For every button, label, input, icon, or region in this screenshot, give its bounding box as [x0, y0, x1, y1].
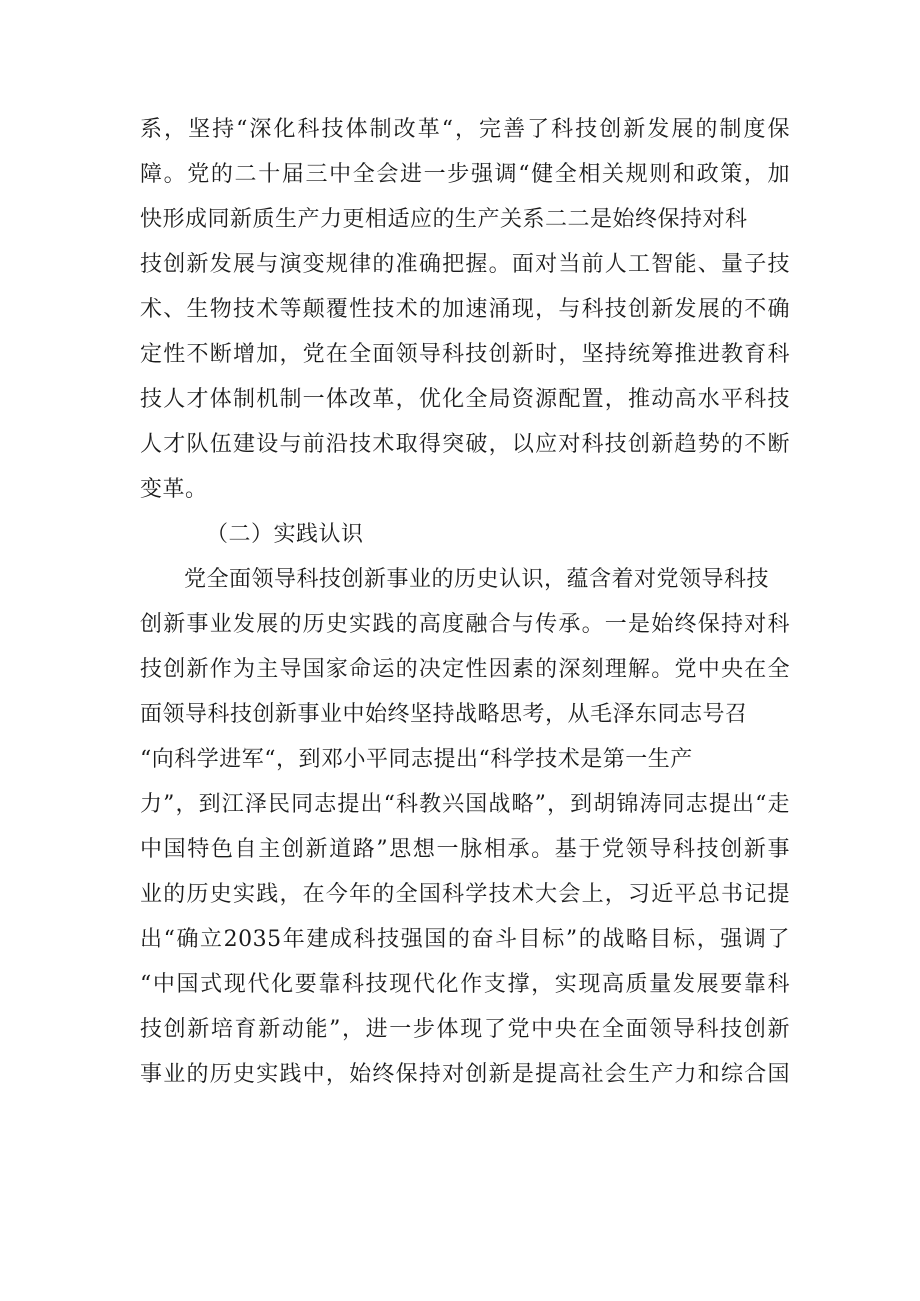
- text-line: 系，坚持“深化科技体制改革“，完善了科技创新发展的制度保: [140, 117, 790, 142]
- document-body: [140, 107, 790, 1097]
- text-line: 技创新作为主导国家命运的决定性因素的深刻理解。党中央在全: [140, 657, 790, 682]
- text-line: 事业的历史实践中，始终保持对创新是提高社会生产力和综合国: [140, 1062, 790, 1087]
- text-line: 人才队伍建设与前沿技术取得突破，以应对科技创新趋势的不断: [140, 432, 790, 457]
- section-heading: （二）实践认识: [206, 522, 364, 547]
- text-line: 技人才体制机制一体改革，优化全局资源配置，推动高水平科技: [140, 387, 790, 412]
- text-line: 党全面领导科技创新事业的历史认识，蕴含着对党领导科技: [184, 567, 770, 592]
- text-line: 技创新发展与演变规律的准确把握。面对当前人工智能、量子技: [140, 252, 790, 277]
- text-line: “中国式现代化要靠科技现代化作支撑，实现高质量发展要靠科: [140, 972, 790, 997]
- text-line: 业的历史实践，在今年的全国科学技术大会上，习近平总书记提: [140, 882, 790, 907]
- text-line: 出“确立2035年建成科技强国的奋斗目标”的战略目标，强调了: [140, 927, 790, 952]
- text-line: 术、生物技术等颠覆性技术的加速涌现，与科技创新发展的不确: [140, 297, 790, 322]
- text-line: 快形成同新质生产力更相适应的生产关系二二是始终保持对科: [140, 207, 748, 232]
- text-line: “向科学进军“，到邓小平同志提出“科学技术是第一生产: [140, 747, 693, 772]
- text-line: 创新事业发展的历史实践的高度融合与传承。一是始终保持对科: [140, 612, 790, 637]
- text-line: 变革。: [140, 477, 208, 502]
- text-line: 障。党的二十届三中全会进一步强调“健全相关规则和政策，加: [140, 162, 790, 187]
- text-line: 定性不断增加，党在全面领导科技创新时，坚持统筹推进教育科: [140, 342, 790, 367]
- text-line: 力”，到江泽民同志提出“科教兴国战略”，到胡锦涛同志提出“走: [140, 792, 790, 817]
- text-line: 面领导科技创新事业中始终坚持战略思考，从毛泽东同志号召: [140, 702, 748, 727]
- text-line: 技创新培育新动能”，进一步体现了党中央在全面领导科技创新: [140, 1017, 790, 1042]
- text-line: 中国特色自主创新道路”思想一脉相承。基于党领导科技创新事: [140, 837, 790, 862]
